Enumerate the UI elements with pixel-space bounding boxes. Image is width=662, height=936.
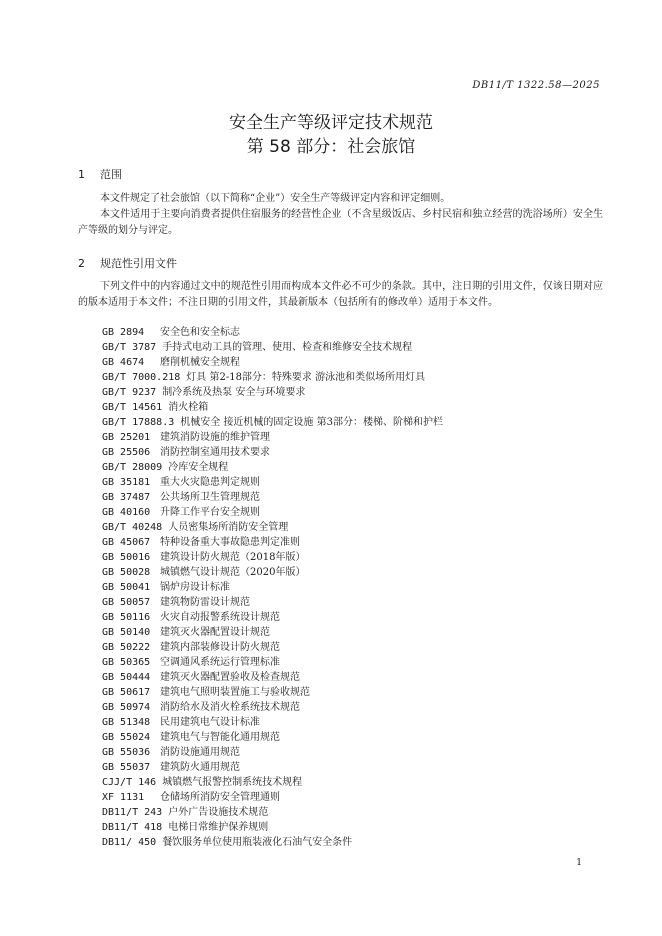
reference-title: 建筑灭火器配置设计规范 [160,627,270,638]
reference-title: 公共场所卫生管理规范 [160,492,260,503]
reference-code: GB 50222 [102,642,151,653]
reference-code: XF 1131 [102,792,145,803]
reference-title: 建筑电气与智能化通用规范 [160,732,280,743]
reference-title: 灯具 第2-18部分：特殊要求 游泳池和类似场所用灯具 [186,372,426,383]
reference-title: 重大火灾隐患判定规则 [160,477,260,488]
reference-code: GB 50041 [102,582,151,593]
reference-code: GB 50617 [102,687,151,698]
reference-item [102,430,443,445]
reference-item [102,520,443,535]
reference-code: GB 50116 [102,612,151,623]
reference-item [102,400,443,415]
reference-title: 消防设施通用规范 [160,747,240,758]
reference-code: GB 50444 [102,672,151,683]
reference-item [102,835,443,850]
reference-item [102,445,443,460]
reference-code: DB11/ 450 [102,837,157,848]
reference-item [102,550,443,565]
reference-item [102,745,443,760]
reference-title: 手持式电动工具的管理、使用、检查和维修安全技术规程 [162,342,413,353]
section-2-intro: 下列文件中的内容通过文中的规范性引用而构成本文件必不可少的条款。其中，注日期的引用文件，仅该日期对应的版本适用于本文件；不注日期的引用文件，其最新版本（包括所有的修改单）适用于本文件。 [78,281,603,308]
section-2-title: 规范性引用文件 [100,257,177,270]
reference-item [102,505,443,520]
section-1-title: 范围 [100,168,122,181]
document-title: 安全生产等级评定技术规范 [229,113,433,133]
reference-code: GB 50140 [102,627,151,638]
reference-code: GB 35181 [102,477,151,488]
reference-title: 建筑内部装修设计防火规范 [160,642,280,653]
reference-code: DB11/T 418 [102,822,163,833]
reference-title: 建筑物防雷设计规范 [160,597,250,608]
reference-item [102,385,443,400]
reference-title: 民用建筑电气设计标准 [160,717,260,728]
reference-item [102,580,443,595]
section-1-paragraph-1: 本文件规定了社会旅馆（以下简称“企业”）安全生产等级评定内容和评定细则。 [100,193,451,204]
section-1-heading [78,166,122,182]
reference-title: 建筑电气照明装置施工与验收规范 [160,687,310,698]
reference-title: 空调通风系统运行管理标准 [160,657,280,668]
reference-title: 消防给水及消火栓系统技术规范 [160,702,300,713]
reference-item [102,325,443,340]
reference-code: GB 40160 [102,507,151,518]
reference-title: 仓储场所消防安全管理通则 [160,792,280,803]
reference-code: GB/T 17888.3 [102,417,175,428]
reference-item [102,760,443,775]
document-code: DB11/T 1322.58—2025 [472,80,600,91]
reference-title: 户外广告设施技术规范 [168,807,269,818]
reference-item [102,610,443,625]
reference-item [102,370,443,385]
reference-title: 建筑消防设施的维护管理 [160,432,270,443]
reference-code: GB/T 9237 [102,387,157,398]
reference-title: 制冷系统及热泵 安全与环境要求 [162,387,306,398]
reference-title: 建筑灭火器配置验收及检查规范 [160,672,300,683]
reference-item [102,490,443,505]
reference-code: GB 25506 [102,447,151,458]
reference-code: GB 50028 [102,567,151,578]
reference-code: GB/T 3787 [102,342,157,353]
reference-code: GB/T 14561 [102,402,163,413]
section-2-heading [78,255,177,271]
reference-item [102,790,443,805]
reference-title: 特种设备重大事故隐患判定准则 [160,537,300,548]
reference-title: 锅炉房设计标准 [160,582,230,593]
reference-item [102,730,443,745]
reference-item [102,565,443,580]
reference-item [102,685,443,700]
reference-title: 城镇燃气报警控制系统技术规程 [162,777,303,788]
page-number: 1 [576,858,582,868]
section-2-number: 2 [78,257,85,270]
reference-item [102,625,443,640]
reference-code: GB 37487 [102,492,151,503]
reference-title: 安全色和安全标志 [160,327,240,338]
reference-code: GB 50365 [102,657,151,668]
reference-title: 电梯日常维护保养规则 [168,822,269,833]
reference-code: GB 55036 [102,747,151,758]
document-subtitle: 第 58 部分：社会旅馆 [246,137,416,157]
reference-item [102,640,443,655]
reference-code: GB/T 40248 [102,522,163,533]
reference-title: 人员密集场所消防安全管理 [168,522,289,533]
reference-title: 消防控制室通用技术要求 [160,447,270,458]
reference-code: GB 51348 [102,717,151,728]
reference-code: GB 4674 [102,357,145,368]
reference-code: GB 2894 [102,327,145,338]
reference-title: 城镇燃气设计规范（2020年版） [160,567,306,578]
reference-item [102,535,443,550]
reference-item [102,715,443,730]
reference-code: GB 50974 [102,702,151,713]
reference-list [102,325,443,850]
reference-code: GB 50057 [102,597,151,608]
reference-code: DB11/T 243 [102,807,163,818]
reference-item [102,700,443,715]
reference-item [102,340,443,355]
reference-code: GB 50016 [102,552,151,563]
reference-code: CJJ/T 146 [102,777,157,788]
reference-item [102,415,443,430]
reference-title: 建筑防火通用规范 [160,762,240,773]
reference-item [102,460,443,475]
reference-title: 冷库安全规程 [168,462,229,473]
reference-item [102,805,443,820]
reference-title: 火灾自动报警系统设计规范 [160,612,280,623]
reference-code: GB/T 7000.218 [102,372,181,383]
reference-item [102,355,443,370]
section-1-paragraph-2: 本文件适用于主要向消费者提供住宿服务的经营性企业（不含星级饭店、乡村民宿和独立经营的洗浴场所）安全生产等级的划分与评定。 [78,209,603,236]
reference-title: 餐饮服务单位使用瓶装液化石油气安全条件 [162,837,353,848]
reference-code: GB 55024 [102,732,151,743]
reference-item [102,655,443,670]
reference-title: 升降工作平台安全规则 [160,507,260,518]
reference-code: GB 25201 [102,432,151,443]
reference-title: 磨削机械安全规程 [160,357,240,368]
reference-title: 建筑设计防火规范（2018年版） [160,552,306,563]
reference-code: GB/T 28009 [102,462,163,473]
reference-item [102,670,443,685]
reference-item [102,820,443,835]
reference-item [102,595,443,610]
reference-title: 机械安全 接近机械的固定设施 第3部分：楼梯、阶梯和护栏 [180,417,443,428]
reference-code: GB 45067 [102,537,151,548]
reference-title: 消火栓箱 [168,402,209,413]
section-1-number: 1 [78,168,85,181]
reference-item [102,475,443,490]
reference-item [102,775,443,790]
reference-code: GB 55037 [102,762,151,773]
